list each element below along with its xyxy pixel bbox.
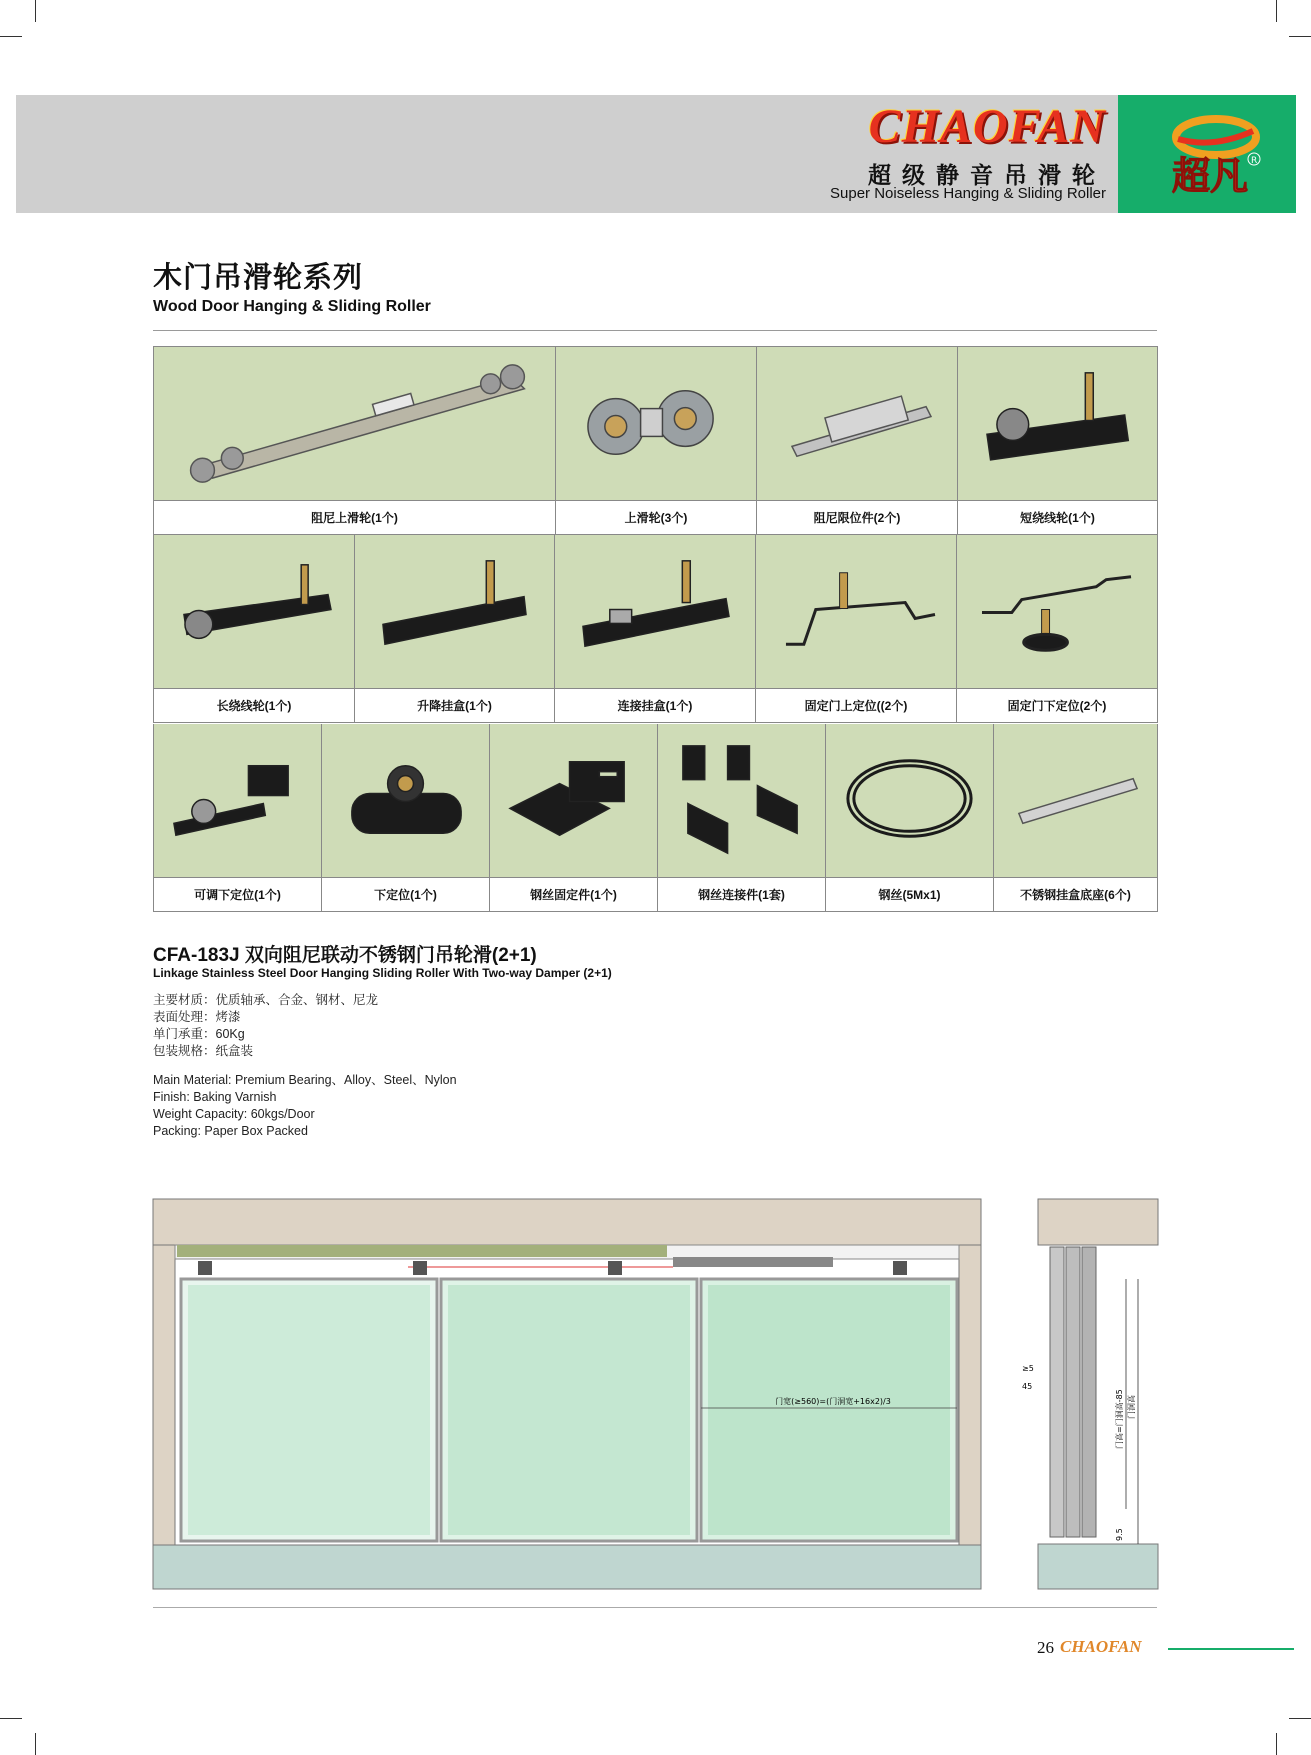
part-label: 钢丝固定件(1个) [490,878,658,912]
svg-text:R: R [1251,156,1258,166]
side-dim-opening-height: 门洞高 [1127,1395,1136,1419]
product-title: CFA-183J 双向阻尼联动不锈钢门吊轮滑(2+1) [153,945,537,966]
part-image-long-reel [154,535,355,689]
front-installation-drawing [153,1199,981,1589]
header-band [16,95,1296,213]
product-subtitle: Linkage Stainless Steel Door Hanging Sliding Roller With Two-way Damper (2+1) [153,966,612,980]
spec-line: 表面处理：烤漆 [153,1010,241,1024]
spec-cn-list [153,992,378,1060]
part-image-fixed-top-guide [756,535,957,689]
crop-mark [1276,1733,1277,1755]
section-title-en: Wood Door Hanging & Sliding Roller [153,298,431,315]
brand-tagline-en: Super Noiseless Hanging & Sliding Roller [830,185,1106,202]
divider [153,1607,1157,1608]
part-image-wire-clamp [490,724,658,878]
spec-line: 包装规格：纸盒装 [153,1044,254,1058]
part-image-short-reel [958,347,1158,501]
part-label: 短绕线轮(1个) [958,501,1158,535]
crop-mark [35,0,36,22]
part-label: 升降挂盒(1个) [355,689,555,723]
side-dim-width: 45 [1022,1382,1033,1391]
logo-text: 超凡 [1172,154,1249,198]
part-image-steel-wire [826,724,994,878]
part-image-steel-box-base [994,724,1158,878]
part-label: 长绕线轮(1个) [154,689,355,723]
part-image-lift-box [355,535,555,689]
part-label: 连接挂盒(1个) [555,689,756,723]
part-image-bottom-guide [322,724,490,878]
part-image-wire-connector [658,724,826,878]
brand-logo-text: CHAOFAN [868,100,1106,153]
spec-line: 单门承重：60Kg [153,1027,245,1041]
spec-line: Finish: Baking Varnish [153,1090,277,1104]
part-image-adjustable-bottom-guide [154,724,322,878]
part-label: 可调下定位(1个) [154,878,322,912]
brand-tagline-cn: 超级静音吊滑轮 [868,162,1106,188]
side-dim-door-height: 门高=门洞高-85 [1115,1389,1124,1449]
part-image-top-roller [556,347,757,501]
part-label: 钢丝(5Mx1) [826,878,994,912]
logo-panel [1118,95,1296,213]
crop-mark [1276,0,1277,22]
section-title-cn: 木门吊滑轮系列 [153,262,364,294]
part-label: 上滑轮(3个) [556,501,757,535]
spec-line: 主要材质：优质轴承、合金、钢材、尼龙 [153,993,379,1007]
footer-brand: CHAOFAN [1060,1637,1142,1656]
part-label: 阻尼上滑轮(1个) [154,501,556,535]
spec-line: Packing: Paper Box Packed [153,1124,308,1138]
door-width-formula: 门宽(≥560)=(门洞宽+16x2)/3 [775,1397,891,1406]
spec-en-list [153,1072,457,1140]
crop-mark [0,1718,22,1719]
part-label: 不锈钢挂盒底座(6个) [994,878,1158,912]
crop-mark [0,36,22,37]
parts-row-2 [153,535,1158,723]
part-label: 阻尼限位件(2个) [757,501,958,535]
part-label: 钢丝连接件(1套) [658,878,826,912]
side-dim-bottom: 9.5 [1115,1528,1124,1541]
parts-row-3 [153,724,1158,912]
crop-mark [1289,1718,1311,1719]
spec-line: Main Material: Premium Bearing、Alloy、Steel、Nylon [153,1073,457,1087]
part-label: 下定位(1个) [322,878,490,912]
part-image-link-box [555,535,756,689]
part-label: 固定门下定位(2个) [957,689,1158,723]
divider [153,330,1157,331]
part-label: 固定门上定位((2个) [756,689,957,723]
spec-line: Weight Capacity: 60kgs/Door [153,1107,315,1121]
part-image-damper-stop [757,347,958,501]
footer-accent-line [1168,1648,1294,1650]
side-section-drawing [1022,1199,1158,1589]
crop-mark [35,1733,36,1755]
parts-row-1 [153,346,1158,535]
part-image-damper-roller [154,347,556,501]
crop-mark [1289,36,1311,37]
page-number: 26 [1037,1638,1054,1657]
chaofan-logo-icon [1158,109,1268,199]
part-image-fixed-bottom-guide [957,535,1158,689]
side-dim-gap: ≥5 [1022,1364,1034,1373]
